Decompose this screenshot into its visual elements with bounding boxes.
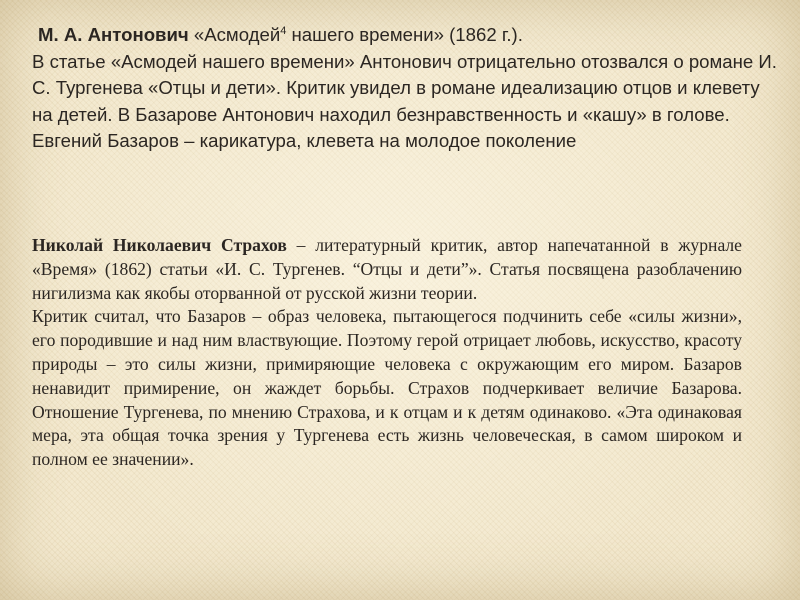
antonovich-section — [32, 22, 777, 155]
footnote-mark: 4 — [280, 24, 287, 37]
strakhov-intro-paragraph — [32, 234, 742, 305]
strakhov-name: Николай Николаевич Страхов — [32, 235, 287, 255]
antonovich-article-year: нашего времени» (1862 г.). — [286, 24, 523, 45]
strakhov-intro: – литературный критик, автор напечатанной в журнале «Время» (1862) статьи «И. С. Тургенев. “Отцы и дети”». Статья посвящена разоблачению нигилизма как якобы оторванной от русской жизни теории. — [32, 235, 742, 303]
antonovich-article-title: «Асмодей — [193, 24, 281, 45]
strakhov-section — [32, 234, 742, 472]
antonovich-author: М. А. Антонович — [38, 24, 189, 45]
strakhov-paragraph: Критик считал, что Базаров – образ человека, пытающегося подчинить себе «силы жизни», его породившие и над ним властвующие. Поэтому герой отрицает любовь, искусство, красоту природы – это силы жизни, примиряющие человека с окружающим его миром. Базаров ненавидит примирение, он жаждет борьбы. Страхов подчеркивает величие Базарова. Отношение Тургенева, по мнению Страхова, и к отцам и к детям одинаково. «Эта одинаковая мера, эта общая точка зрения у Тургенева есть жизнь человеческая, в самом широком и полном ее значении». — [32, 306, 742, 470]
antonovich-heading — [32, 22, 777, 49]
antonovich-paragraph: В статье «Асмодей нашего времени» Антонович отрицательно отозвался о романе И. С. Тургенева «Отцы и дети». Критик увидел в романе идеализацию отцов и клевету на детей. В Базарове Антонович находил безнравственность и «кашу» в голове. Евгений Базаров – карикатура, клевета на молодое поколение — [32, 50, 777, 151]
